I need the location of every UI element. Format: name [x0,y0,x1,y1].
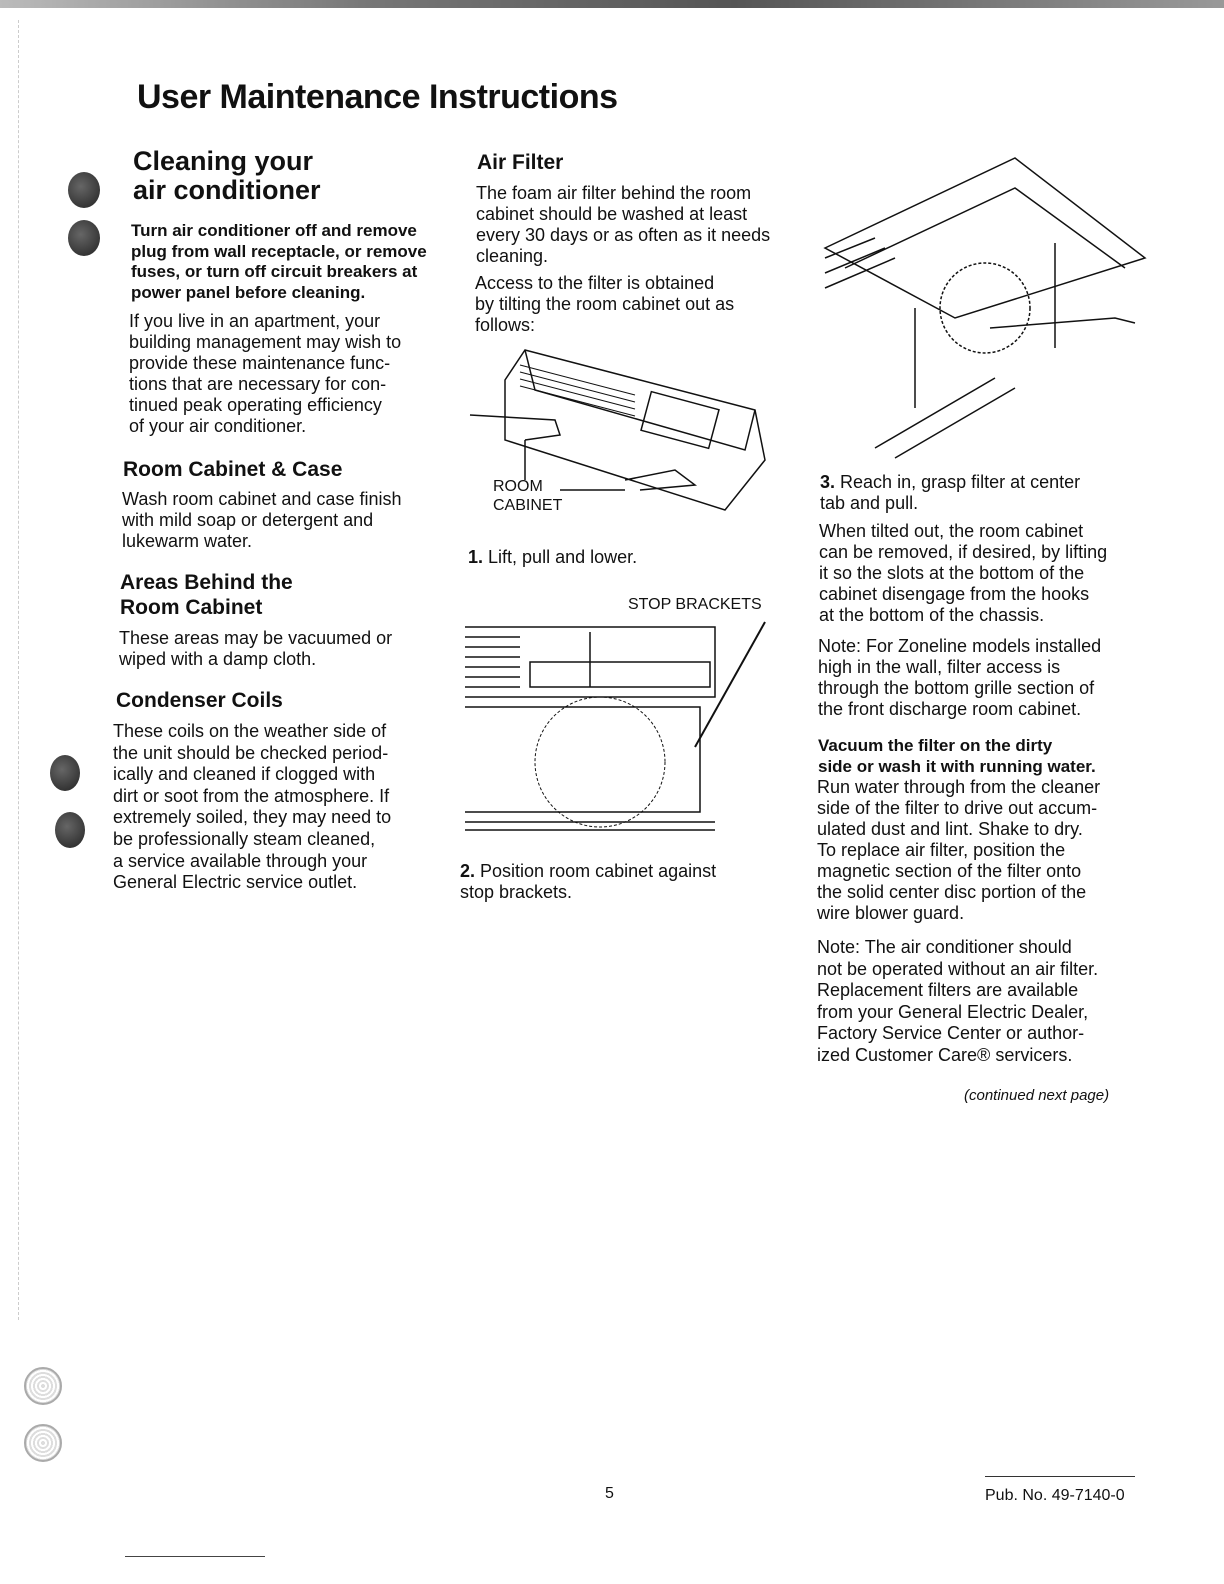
continued-note: (continued next page) [964,1087,1110,1104]
binder-hole-icon [68,220,100,256]
scan-top-edge [0,0,1224,8]
filter-access-text: Access to the filter is obtained by tilting the room cabinet out as follows: [475,273,735,335]
room-cabinet-text: Wash room cabinet and case finish with mild soap or detergent and lukewarm water. [122,489,402,551]
areas-behind-text: These areas may be vacuumed or wiped with a damp cloth. [119,628,393,669]
bottom-rule [125,1556,265,1557]
room-cabinet-heading: Room Cabinet & Case [123,458,343,481]
step-text: Position room cabinet against stop brackets. [460,861,717,902]
step-2 [460,861,716,903]
remove-filter-illustration [815,148,1155,463]
page-number: 5 [605,1485,614,1502]
cleaning-heading: Cleaning your air conditioner [133,146,321,205]
binder-ring-icon [24,1367,62,1405]
filter-required-note: Note: The air conditioner should not be operated without an air filter. Replacement filters are available from your General Electric Dealer, Factory Service Center or author- ized Customer Care® servicers. [817,937,1099,1065]
air-filter-heading: Air Filter [477,151,564,174]
apartment-note: If you live in an apartment, your building management may wish to provide these maintenance func- tions that are necessary for con- tinued peak operating efficiency of your air conditioner. [129,311,402,436]
vacuum-instruction: Vacuum the filter on the dirty side or wash it with running water. [818,736,1096,776]
binder-ring-icon [24,1424,62,1462]
air-filter-text: The foam air filter behind the room cabinet should be washed at least every 30 days or as often as it needs cleaning. [476,183,771,266]
binder-hole-icon [55,812,85,848]
step-text: Reach in, grasp filter at center tab and pull. [820,472,1081,513]
page-title: User Maintenance Instructions [137,78,618,116]
stop-brackets-illustration [460,612,780,837]
publication-number: Pub. No. 49-7140-0 [985,1487,1125,1504]
footer-rule [985,1476,1135,1477]
room-cabinet-label: ROOM CABINET [493,478,563,514]
step-number: 1. [468,547,484,567]
power-off-warning: Turn air conditioner off and remove plug from wall receptacle, or remove fuses, or turn off circuit breakers at power panel before cleaning. [131,221,427,302]
step-3 [820,472,1080,514]
tilted-out-text: When tilted out, the room cabinet can be removed, if desired, by lifting it so the slots at the bottom of the cabinet disengage from the hooks at the bottom of the chassis. [819,521,1108,625]
binder-hole-icon [68,172,100,208]
condenser-text: These coils on the weather side of the unit should be checked period- ically and cleaned if clogged with dirt or soot from the atmosphere. If extremely soiled, they may need to be professionally steam cleaned, a service available through your General Electric service outlet. [113,721,392,893]
zoneline-note: Note: For Zoneline models installed high in the wall, filter access is through the bottom grille section of the front discharge room cabinet. [818,636,1102,719]
binder-hole-icon [50,755,80,791]
areas-behind-heading: Areas Behind the Room Cabinet [120,571,293,619]
step-number: 3. [820,472,836,492]
step-number: 2. [460,861,476,881]
wash-filter-text: Run water through from the cleaner side of the filter to drive out accum- ulated dust and lint. Shake to dry. To replace air filter, position the magnetic section of the filter onto the solid center disc portion of the wire blower guard. [817,777,1101,923]
scan-left-edge [18,20,69,1320]
step-1 [468,547,637,568]
step-text: Lift, pull and lower. [488,547,638,567]
condenser-heading: Condenser Coils [116,689,283,712]
stop-brackets-label: STOP BRACKETS [628,596,762,613]
